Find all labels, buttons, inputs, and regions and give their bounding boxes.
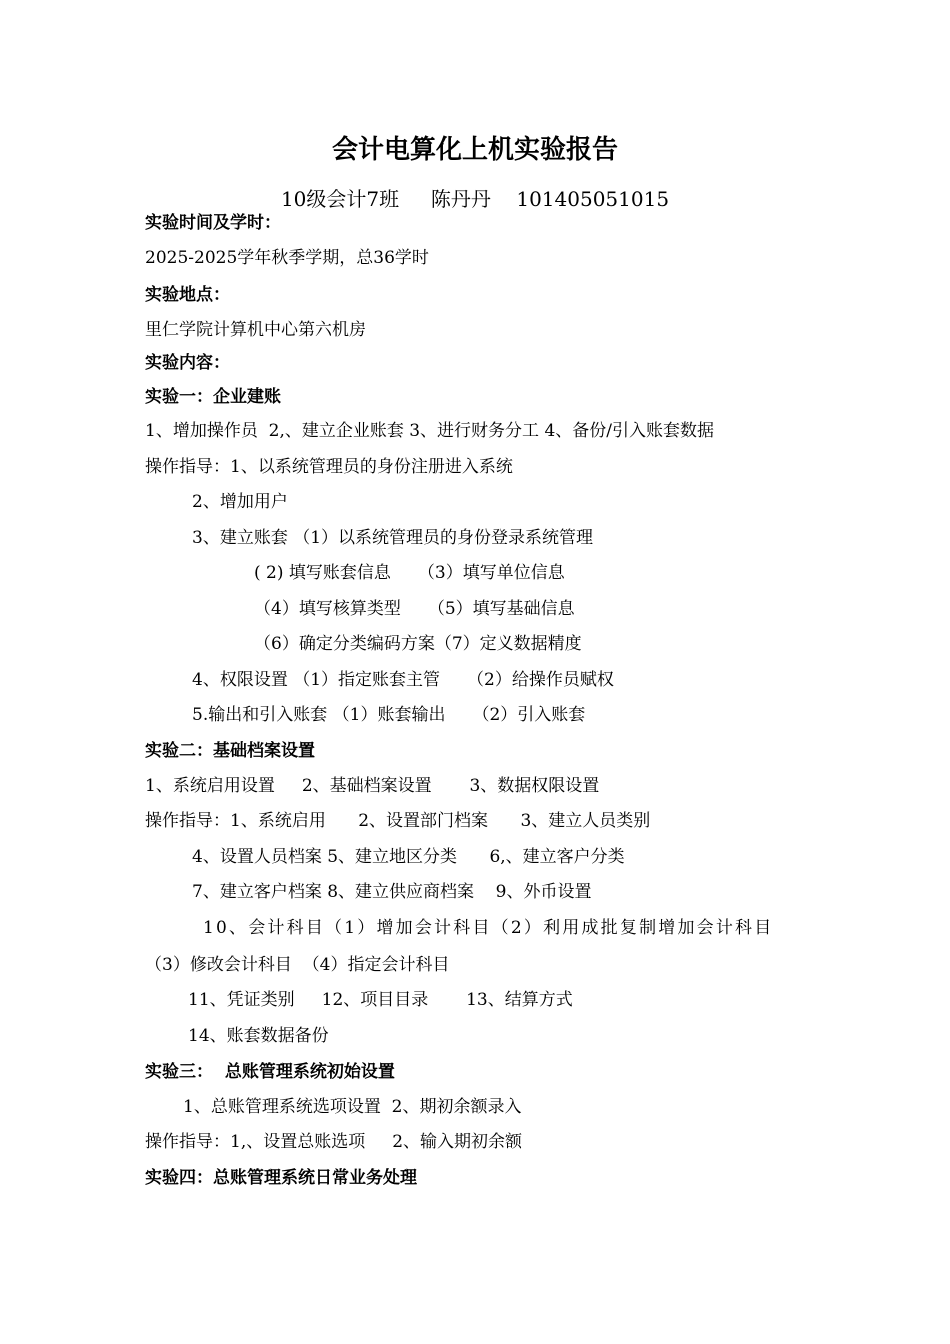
exp1-step-3-a: ( 2) 填写账套信息 （3）填写单位信息	[254, 563, 565, 583]
heading-time: 实验时间及学时：	[145, 213, 281, 233]
exp2-guide: 操作指导：1、系统启用 2、设置部门档案 3、建立人员类别	[145, 811, 651, 831]
exp3-guide: 操作指导：1,、设置总账选项 2、输入期初余额	[145, 1132, 523, 1152]
exp1-step-3: 3、建立账套 （1）以系统管理员的身份登录系统管理	[192, 528, 594, 548]
report-title: 会计电算化上机实验报告	[331, 135, 618, 165]
exp1-step-3-b: （4）填写核算类型 （5）填写基础信息	[254, 599, 575, 619]
text-location: 里仁学院计算机中心第六机房	[145, 320, 366, 340]
heading-exp3: 实验三： 总账管理系统初始设置	[145, 1062, 395, 1082]
exp1-step-3-c: （6）确定分类编码方案（7）定义数据精度	[254, 634, 582, 654]
exp1-guide: 操作指导：1、以系统管理员的身份注册进入系统	[145, 457, 513, 477]
exp3-items: 1、总账管理系统选项设置 2、期初余额录入	[183, 1097, 522, 1117]
report-subtitle: 10级会计7班 陈丹丹 101405051015	[280, 187, 670, 211]
heading-location: 实验地点：	[145, 285, 230, 305]
exp1-step-5: 5.输出和引入账套 （1）账套输出 （2）引入账套	[192, 705, 586, 725]
heading-exp4: 实验四：总账管理系统日常业务处理	[145, 1168, 417, 1188]
exp2-step-4: 4、设置人员档案 5、建立地区分类 6,、建立客户分类	[192, 847, 625, 867]
exp2-step-10-cont: （3）修改会计科目 （4）指定会计科目	[145, 955, 450, 975]
text-time: 2025-2025学年秋季学期，总36学时	[145, 248, 429, 268]
exp1-step-4: 4、权限设置 （1）指定账套主管 （2）给操作员赋权	[192, 670, 614, 690]
exp2-step-11: 11、凭证类别 12、项目目录 13、结算方式	[188, 990, 573, 1010]
exp2-step-7: 7、建立客户档案 8、建立供应商档案 9、外币设置	[192, 882, 592, 902]
exp1-step-2: 2、增加用户	[192, 492, 288, 512]
heading-content: 实验内容：	[145, 353, 230, 373]
exp2-items: 1、系统启用设置 2、基础档案设置 3、数据权限设置	[145, 776, 600, 796]
heading-exp2: 实验二：基础档案设置	[145, 741, 315, 761]
exp2-step-10: 10、会计科目（1）增加会计科目（2）利用成批复制增加会计科目	[203, 918, 774, 938]
heading-exp1: 实验一：企业建账	[145, 387, 281, 407]
exp2-step-14: 14、账套数据备份	[188, 1026, 329, 1046]
exp1-items: 1、增加操作员 2,、建立企业账套 3、进行财务分工 4、备份/引入账套数据	[145, 421, 715, 441]
